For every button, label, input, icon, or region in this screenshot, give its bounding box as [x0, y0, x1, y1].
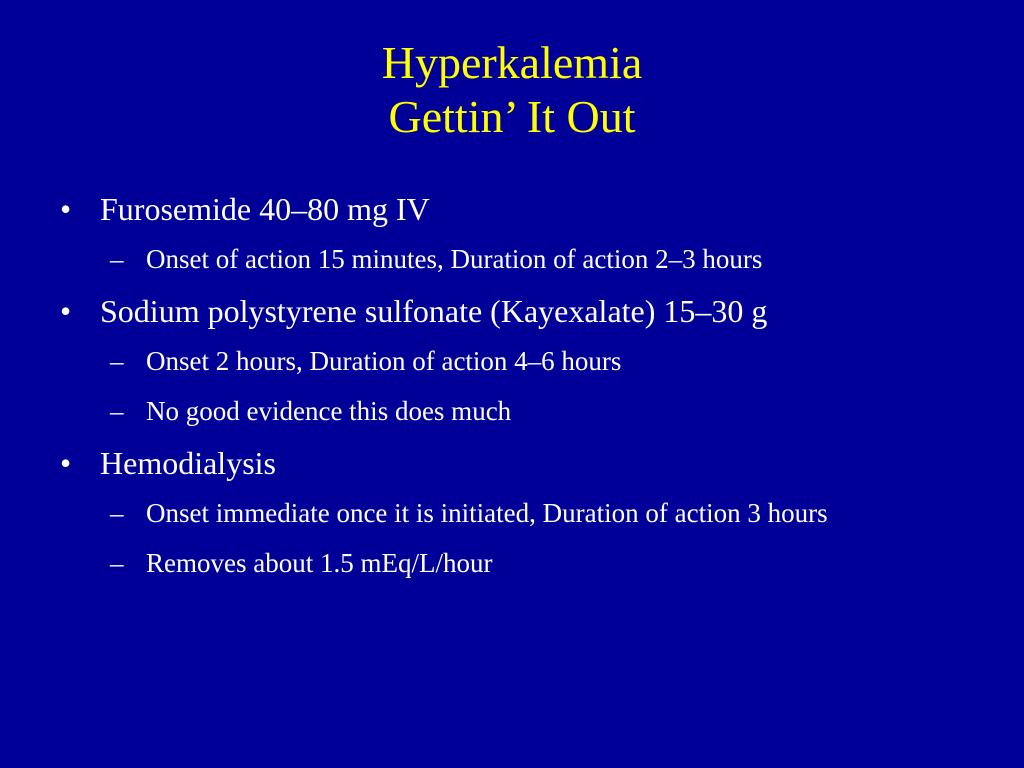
sub-bullet-text: Onset 2 hours, Duration of action 4–6 hours [146, 346, 622, 376]
sub-bullet-text: No good evidence this does much [146, 396, 512, 426]
bullet-text: Furosemide 40–80 mg IV [100, 191, 430, 227]
sub-bullet-item [58, 394, 958, 428]
bullet-list [58, 190, 958, 596]
sub-bullet-marker: – [110, 244, 124, 274]
bullet-item [58, 292, 958, 330]
bullet-item [58, 444, 958, 482]
bullet-marker: • [60, 191, 72, 227]
sub-bullet-item [58, 344, 958, 378]
bullet-text: Hemodialysis [100, 445, 276, 481]
bullet-marker: • [60, 293, 72, 329]
bullet-item [58, 190, 958, 228]
slide-title [0, 36, 1024, 144]
title-line-1: Hyperkalemia [381, 37, 643, 88]
sub-bullet-marker: – [110, 548, 124, 578]
title-line-2: Gettin’ It Out [388, 91, 636, 142]
sub-bullet-text: Removes about 1.5 mEq/L/hour [146, 548, 493, 578]
sub-bullet-text: Onset of action 15 minutes, Duration of action 2–3 hours [146, 244, 763, 274]
sub-bullet-item [58, 242, 958, 276]
sub-bullet-marker: – [110, 396, 124, 426]
bullet-text: Sodium polystyrene sulfonate (Kayexalate) 15–30 g [100, 293, 768, 329]
sub-bullet-marker: – [110, 498, 124, 528]
bullet-marker: • [60, 445, 72, 481]
sub-bullet-marker: – [110, 346, 124, 376]
sub-bullet-item [58, 546, 958, 580]
sub-bullet-item [58, 496, 958, 530]
sub-bullet-text: Onset immediate once it is initiated, Duration of action 3 hours [146, 498, 828, 528]
